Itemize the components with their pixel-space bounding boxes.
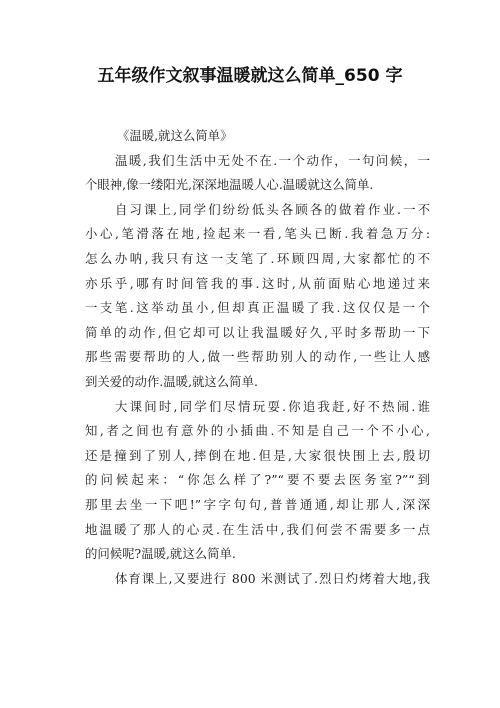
text-line: 亦乐乎,哪有时间管我的事.这时,从前面贴心地递过来	[85, 275, 430, 291]
text-line: 大课间时,同学们尽情玩耍.你追我赶,好不热闹.谁	[115, 398, 430, 414]
text-line: 的问候呢?温暖,就这么简单.	[85, 546, 236, 562]
paragraph	[85, 149, 430, 198]
text-line: 知,者之间也有意外的小插曲.不知是自己一个不小心,	[85, 423, 430, 439]
document-title: 五年级作文叙事温暖就这么简单_650 字	[97, 66, 403, 86]
text-line: 小心,笔滑落在地,捡起来一看,笔头已断.我着急万分:	[85, 226, 430, 242]
text-line: 温暖,我们生活中无处不在.一个动作，一句问候，一	[115, 152, 430, 168]
paragraph	[85, 198, 430, 395]
paragraph	[85, 567, 430, 592]
text-line: 自习课上,同学们纷纷低头各顾各的做着作业.一不	[115, 201, 430, 217]
text-line: 体育课上,又要进行 800 米测试了.烈日灼烤着大地,我	[115, 570, 430, 586]
article-subtitle: 《温暖,就这么简单》	[117, 128, 233, 143]
text-line: 那些需要帮助的人,做一些帮助别人的动作,一些让人感	[85, 349, 430, 365]
text-line: 一支笔.这举动虽小,但却真正温暖了我.这仅仅是一个	[85, 300, 430, 316]
text-line: 简单的动作,但它却可以让我温暖好久,平时多帮助一下	[85, 324, 430, 340]
text-line: 地温暖了那人的心灵.在生活中,我们何尝不需要多一点	[85, 521, 430, 537]
article-body	[85, 124, 430, 591]
paragraph	[85, 395, 430, 567]
text-line: 还是撞到了别人,摔倒在地.但是,大家很快围上去,殷切	[85, 447, 430, 463]
text-line: 那里去坐一下吧!”字字句句,普普通通,却让那人,深深	[85, 496, 430, 512]
text-line: 到关爱的动作.温暖,就这么简单.	[85, 373, 258, 389]
text-line: 个眼神,像一缕阳光,深深地温暖人心.温暖就这么简单.	[85, 177, 374, 193]
text-line: 的问候起来：“你怎么样了?”“要不要去医务室?”“到	[85, 472, 430, 488]
text-line: 怎么办呐,我只有这一支笔了.环顾四周,大家都忙的不	[85, 250, 430, 266]
